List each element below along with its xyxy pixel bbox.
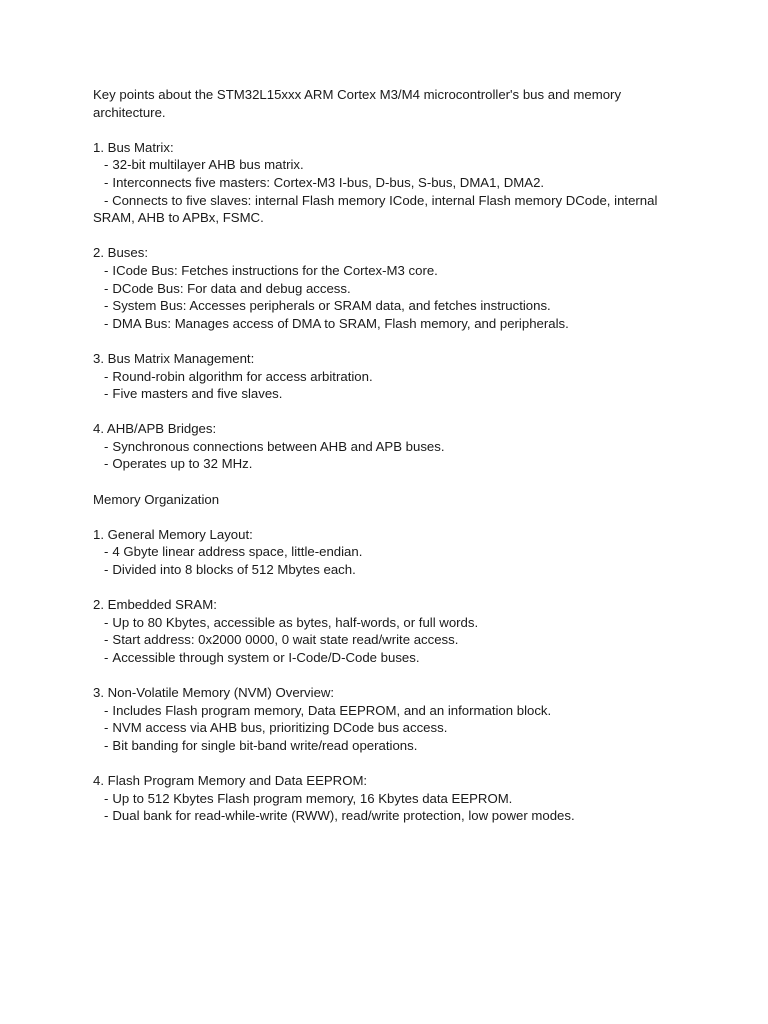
section-ahb-apb-bridges	[93, 420, 683, 473]
list-item: - Connects to five slaves: internal Flash memory ICode, internal Flash memory DCode, internal SRAM, AHB to APBx, FSMC.	[93, 192, 658, 226]
list-item: - Up to 80 Kbytes, accessible as bytes, half-words, or full words.	[104, 614, 479, 630]
list-item: - Interconnects five masters: Cortex-M3 I-bus, D-bus, S-bus, DMA1, DMA2.	[104, 174, 545, 190]
section-heading: 3. Non-Volatile Memory (NVM) Overview:	[93, 685, 335, 701]
memory-organization-title: Memory Organization	[93, 491, 220, 507]
section-heading: 3. Bus Matrix Management:	[93, 350, 255, 366]
list-item: - Start address: 0x2000 0000, 0 wait state read/write access.	[104, 632, 459, 648]
list-item: - Accessible through system or I-Code/D-Code buses.	[104, 650, 420, 665]
list-item: - Five masters and five slaves.	[104, 386, 283, 402]
list-item: - NVM access via AHB bus, prioritizing DCode bus access.	[104, 720, 448, 736]
section-heading: 1. General Memory Layout:	[93, 526, 253, 542]
list-item: - Includes Flash program memory, Data EEPROM, and an information block.	[104, 702, 552, 718]
list-item: - Dual bank for read-while-write (RWW), read/write protection, low power modes.	[104, 808, 575, 824]
list-item: - Up to 512 Kbytes Flash program memory, 16 Kbytes data EEPROM.	[104, 790, 513, 806]
section-buses	[93, 244, 683, 332]
section-general-memory-layout	[93, 526, 683, 579]
section-heading: 2. Buses:	[93, 245, 148, 261]
list-item: - System Bus: Accesses peripherals or SRAM data, and fetches instructions.	[104, 298, 551, 314]
list-item: - DCode Bus: For data and debug access.	[104, 280, 351, 296]
section-heading: 4. Flash Program Memory and Data EEPROM:	[93, 773, 368, 789]
list-item: - 32-bit multilayer AHB bus matrix.	[104, 157, 304, 173]
section-flash-and-eeprom	[93, 772, 683, 825]
section-heading: 4. AHB/APB Bridges:	[93, 421, 217, 437]
list-item: - Operates up to 32 MHz.	[104, 456, 253, 472]
list-item: - Round-robin algorithm for access arbitration.	[104, 368, 373, 384]
list-item: - 4 Gbyte linear address space, little-endian.	[104, 544, 363, 560]
document-page	[93, 86, 683, 843]
section-heading: 1. Bus Matrix:	[93, 139, 174, 155]
section-embedded-sram	[93, 596, 683, 666]
list-item: - Synchronous connections between AHB and APB buses.	[104, 438, 445, 454]
section-bus-matrix	[93, 139, 683, 227]
intro-paragraph: Key points about the STM32L15xxx ARM Cortex M3/M4 microcontroller's bus and memory architecture.	[93, 87, 622, 120]
section-heading: 2. Embedded SRAM:	[93, 597, 217, 613]
list-item: - Divided into 8 blocks of 512 Mbytes each.	[104, 562, 356, 578]
section-bus-matrix-management	[93, 350, 683, 403]
list-item: - Bit banding for single bit-band write/read operations.	[104, 737, 418, 753]
section-nvm-overview	[93, 684, 683, 754]
list-item: - DMA Bus: Manages access of DMA to SRAM, Flash memory, and peripherals.	[104, 315, 569, 331]
list-item: - ICode Bus: Fetches instructions for the Cortex-M3 core.	[104, 262, 438, 278]
